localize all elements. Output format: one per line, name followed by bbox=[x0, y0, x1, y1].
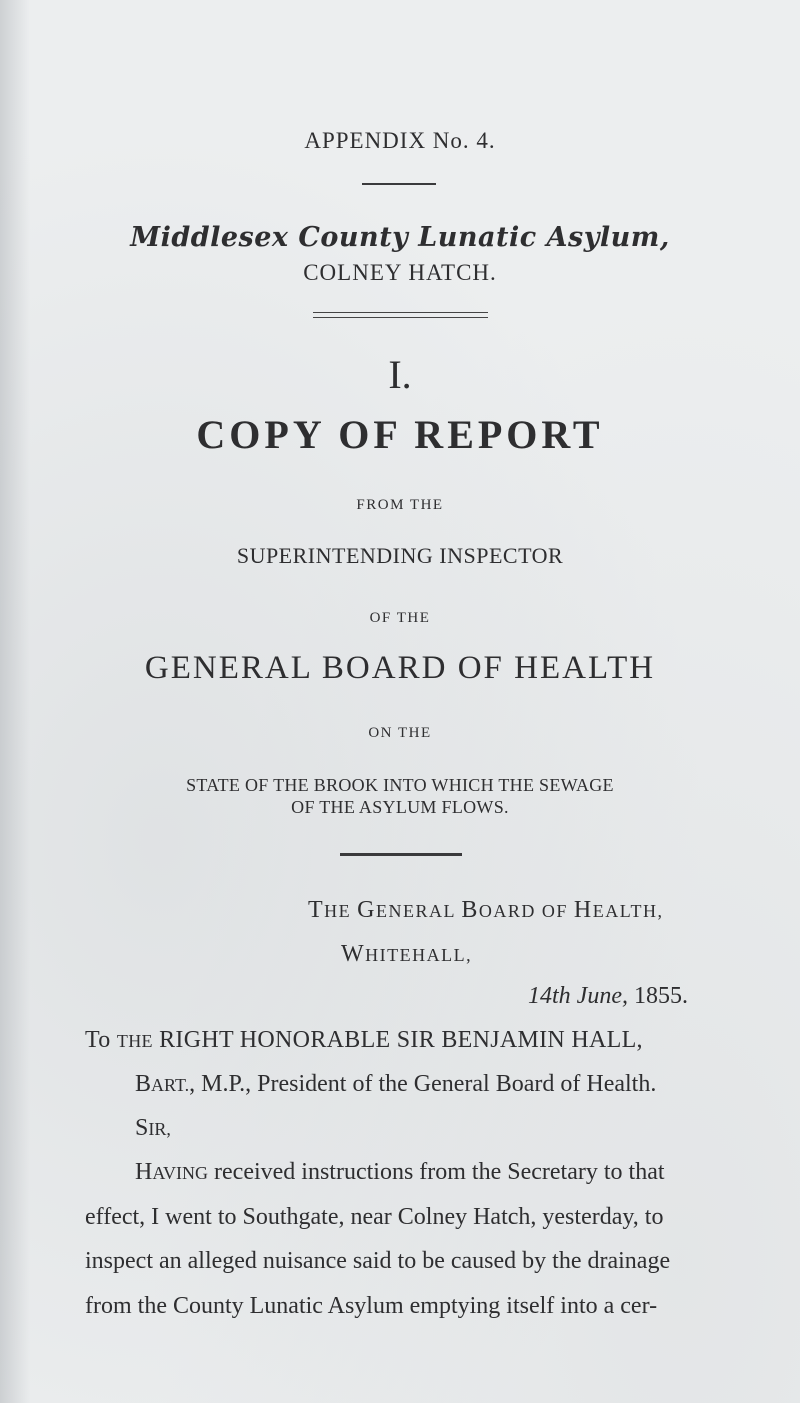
body-text-line: HAVING received instructions from the Secretary to that bbox=[135, 1159, 665, 1185]
body-text-line: inspect an alleged nuisance said to be caused by the drainage bbox=[85, 1248, 671, 1274]
of-the-label: OF THE bbox=[369, 610, 431, 626]
letter-address-line-2: WHITEHALL, bbox=[341, 941, 473, 967]
asylum-title: Middlesex County Lunatic Asylum, bbox=[130, 222, 670, 253]
from-the-label: FROM THE bbox=[356, 497, 444, 513]
body-text-line: effect, I went to Southgate, near Colney Hatch, yesterday, to bbox=[85, 1204, 664, 1230]
letter-date: 14th June, 1855. bbox=[528, 983, 688, 1009]
on-the-label: ON THE bbox=[368, 725, 432, 741]
letter-recipient-title: BART., M.P., President of the General Board of Health. bbox=[135, 1071, 657, 1097]
board-heading: GENERAL BOARD OF HEALTH bbox=[144, 650, 656, 686]
report-title: COPY OF REPORT bbox=[196, 412, 604, 457]
letter-recipient: To THE RIGHT HONORABLE SIR BENJAMIN HALL, bbox=[85, 1027, 643, 1053]
subject-line-1: STATE OF THE BROOK INTO WHICH THE SEWAGE bbox=[186, 775, 614, 795]
double-divider-rule bbox=[313, 312, 488, 318]
subject-line-2: OF THE ASYLUM FLOWS. bbox=[291, 797, 509, 817]
page-edge-shadow bbox=[0, 0, 30, 1403]
location-heading: COLNEY HATCH. bbox=[303, 260, 497, 285]
thick-divider-rule bbox=[340, 853, 462, 856]
appendix-heading: APPENDIX No. 4. bbox=[304, 128, 496, 153]
letter-address-line-1: THE GENERAL BOARD OF HEALTH, bbox=[308, 897, 664, 923]
section-numeral: I. bbox=[388, 352, 412, 397]
letter-salutation: SIR, bbox=[135, 1115, 171, 1141]
body-text-line: from the County Lunatic Asylum emptying itself into a cer- bbox=[85, 1293, 658, 1319]
inspector-heading: SUPERINTENDING INSPECTOR bbox=[236, 543, 564, 568]
divider-rule bbox=[362, 183, 436, 185]
